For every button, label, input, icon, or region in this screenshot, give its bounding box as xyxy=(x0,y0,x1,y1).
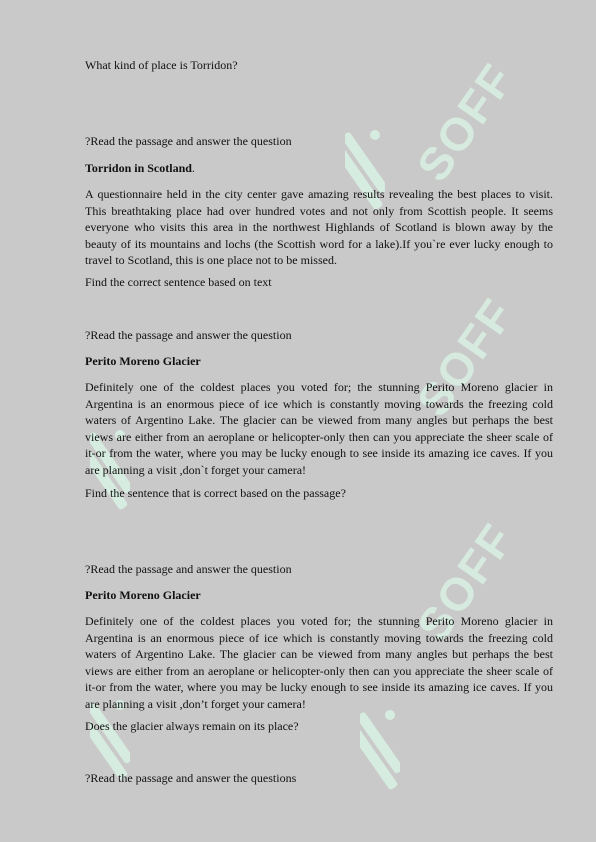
question-prompt: What kind of place is Torridon? xyxy=(85,58,238,72)
question-instruction: ?Read the passage and answer the question xyxy=(85,328,292,342)
watermark-text: SOFF xyxy=(406,288,525,426)
question-instruction: ?Read the passage and answer the question xyxy=(85,134,292,148)
watermark-text: SOFF xyxy=(406,513,525,651)
question-instruction: ?Read the passage and answer the questions xyxy=(85,771,297,785)
passage-title xyxy=(85,160,553,177)
watermark-logo-icon xyxy=(360,700,400,810)
passage-title-text: Torridon in Scotland xyxy=(85,161,192,175)
watermark-text: SOFF xyxy=(406,53,525,191)
passage-text: A questionnaire held in the city center gave amazing results revealing the best places to visit. This breathtaking place had over hundred votes and not only from Scottish people. It seems everyone who visits this area in the northwest Highlands of Scotland is blown away by the beauty of its mountains and lochs (the Scottish word for a lake).If you`re ever lucky enough to travel to Scotland, this is one place not to be missed. xyxy=(85,187,553,267)
question-prompt: Find the correct sentence based on text xyxy=(85,275,272,289)
passage-title-suffix: . xyxy=(191,161,195,175)
passage-text: Definitely one of the coldest places you voted for; the stunning Perito Moreno glacier in Argentina is an enormous piece of ice which is constantly moving towards the freezing cold waters of Argentino Lake. The glacier can be viewed from many angles but perhaps the best views are either from an aeroplane or helicopter-only then can you appreciate the sheer scale of it-or from the water, where you may be lucky enough to see inside its amazing ice caves. If you are planning a visit ,don`t forget your camera! xyxy=(85,380,553,477)
question-prompt: Does the glacier always remain on its place? xyxy=(85,719,299,733)
question-prompt: Find the sentence that is correct based on the passage? xyxy=(85,486,346,500)
question-instruction: ?Read the passage and answer the question xyxy=(85,562,292,576)
passage-title: Perito Moreno Glacier xyxy=(85,588,201,602)
passage-text: Definitely one of the coldest places you voted for; the stunning Perito Moreno glacier in Argentina is an enormous piece of ice which is constantly moving towards the freezing cold waters of Argentino Lake. The glacier can be viewed from many angles but perhaps the best views are either from an aeroplane or helicopter-only then can you appreciate the sheer scale of it-or from the water, where you may be lucky enough to see inside its amazing ice caves. If you are planning a visit ,don’t forget your camera! xyxy=(85,614,553,711)
passage-title: Perito Moreno Glacier xyxy=(85,354,201,368)
